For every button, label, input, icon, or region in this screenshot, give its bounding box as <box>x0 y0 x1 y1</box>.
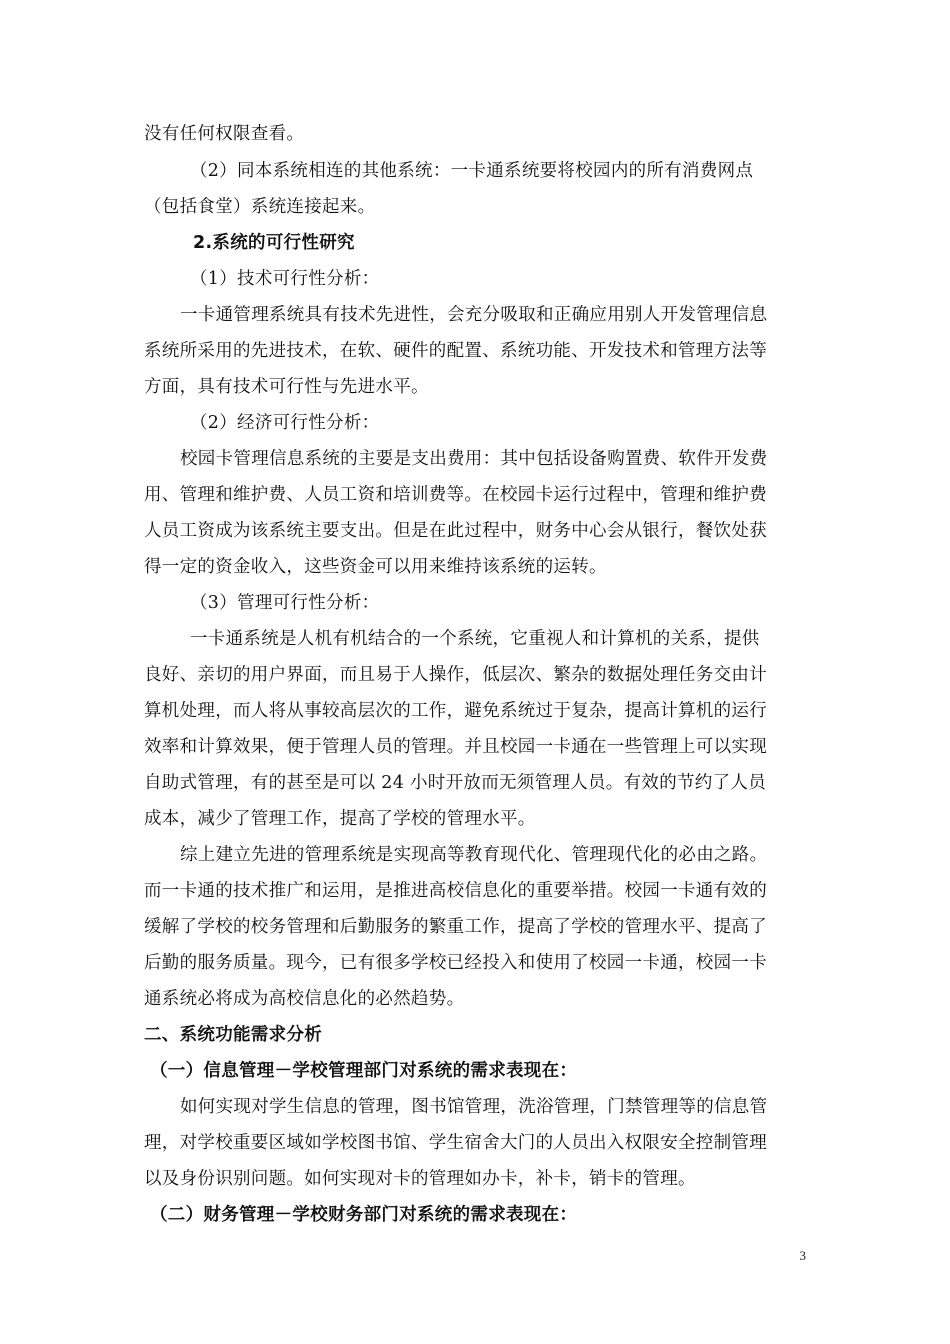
text-line: 没有任何权限查看。 <box>144 124 305 144</box>
text-line: （包括食堂）系统连接起来。 <box>144 197 376 217</box>
text-line: 理，对学校重要区域如学校图书馆、学生宿舍大门的人员出入权限安全控制管理 <box>144 1133 767 1153</box>
text-line: 系统所采用的先进技术，在软、硬件的配置、系统功能、开发技术和管理方法等 <box>144 341 767 361</box>
text-line: 如何实现对学生信息的管理，图书馆管理，洗浴管理，门禁管理等的信息管 <box>180 1097 768 1117</box>
text-line: 综上建立先进的管理系统是实现高等教育现代化、管理现代化的必由之路。 <box>180 845 768 865</box>
text-line: 以及身份识别问题。如何实现对卡的管理如办卡，补卡，销卡的管理。 <box>144 1169 696 1189</box>
text-line: 后勤的服务质量。现今，已有很多学校已经投入和使用了校园一卡通，校园一卡 <box>144 953 767 973</box>
text-line: 校园卡管理信息系统的主要是支出费用：其中包括设备购置费、软件开发费 <box>180 449 768 469</box>
text-line: 方面，具有技术可行性与先进水平。 <box>144 377 429 397</box>
page-number: 3 <box>799 1248 806 1263</box>
text-line: 成本，减少了管理工作，提高了学校的管理水平。 <box>144 809 536 829</box>
text-line: 得一定的资金收入，这些资金可以用来维持该系统的运转。 <box>144 557 607 577</box>
section-heading: （一）信息管理－学校管理部门对系统的需求表现在： <box>150 1061 578 1081</box>
text-line: （2）同本系统相连的其他系统：一卡通系统要将校园内的所有消费网点 <box>190 161 754 181</box>
text-line: 用、管理和维护费、人员工资和培训费等。在校园卡运行过程中，管理和维护费 <box>144 485 767 505</box>
subsection-heading: （1）技术可行性分析： <box>190 269 380 289</box>
text-line: 人员工资成为该系统主要支出。但是在此过程中，财务中心会从银行，餐饮处获 <box>144 521 767 541</box>
text-line: 效率和计算效果，便于管理人员的管理。并且校园一卡通在一些管理上可以实现 <box>144 737 767 757</box>
text-line: 算机处理，而人将从事较高层次的工作，避免系统过于复杂，提高计算机的运行 <box>144 701 767 721</box>
text-line: 自助式管理，有的甚至是可以 24 小时开放而无须管理人员。有效的节约了人员 <box>144 773 766 793</box>
text-line: 而一卡通的技术推广和运用，是推进高校信息化的重要举措。校园一卡通有效的 <box>144 881 767 901</box>
subsection-heading: （3）管理可行性分析： <box>190 593 380 613</box>
text-line: 一卡通管理系统具有技术先进性，会充分吸取和正确应用别人开发管理信息 <box>180 305 768 325</box>
subsection-heading: （2）经济可行性分析： <box>190 413 380 433</box>
text-line: 缓解了学校的校务管理和后勤服务的繁重工作，提高了学校的管理水平、提高了 <box>144 917 767 937</box>
chapter-heading: 二、系统功能需求分析 <box>144 1025 322 1045</box>
section-heading: 2.系统的可行性研究 <box>193 233 355 253</box>
text-line: 通系统必将成为高校信息化的必然趋势。 <box>144 989 465 1009</box>
section-heading: （二）财务管理－学校财务部门对系统的需求表现在： <box>150 1205 578 1225</box>
text-line: 良好、亲切的用户界面，而且易于人操作，低层次、繁杂的数据处理任务交由计 <box>144 665 767 685</box>
text-line: 一卡通系统是人机有机结合的一个系统，它重视人和计算机的关系，提供 <box>190 629 760 649</box>
